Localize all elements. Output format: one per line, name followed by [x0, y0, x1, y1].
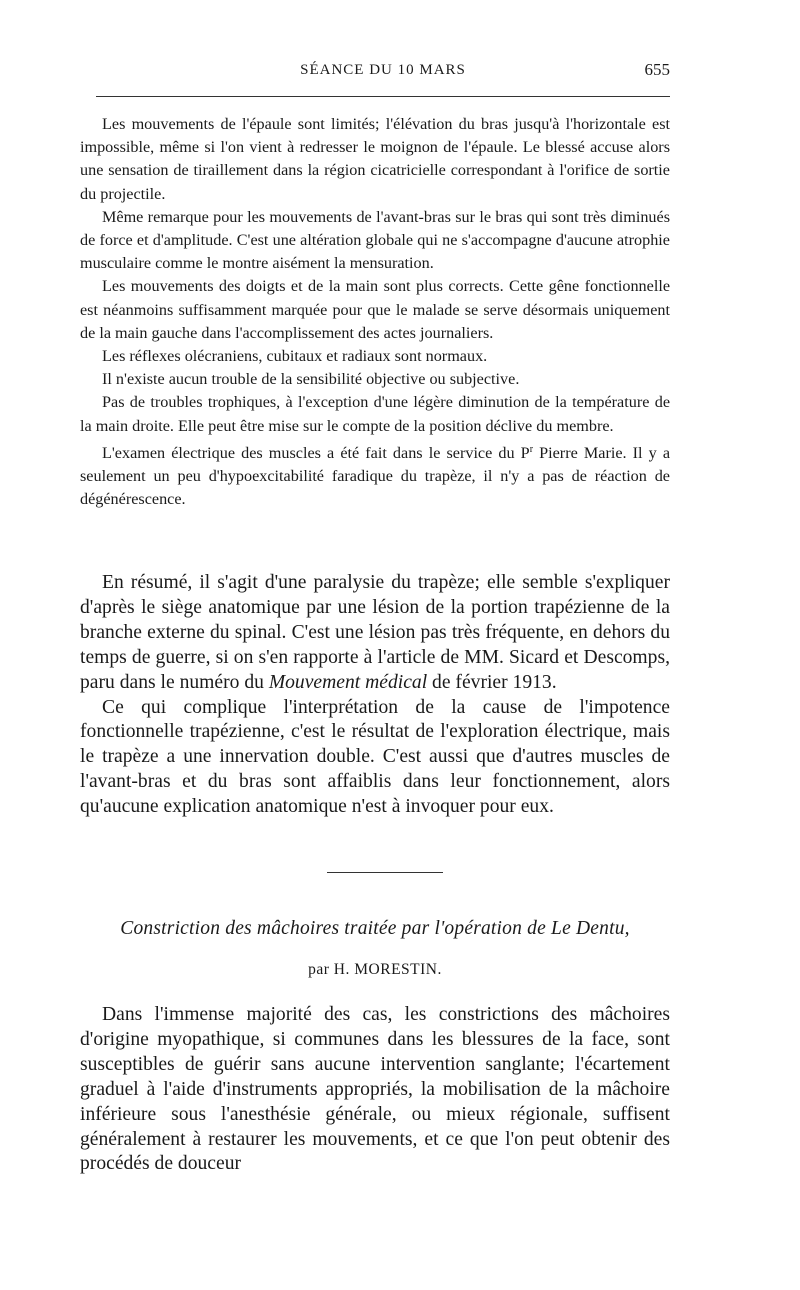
- running-head: [96, 56, 670, 86]
- page-number: 655: [644, 60, 670, 79]
- journal-title-italic: Mouvement médical: [268, 671, 428, 693]
- running-head-title: SÉANCE DU 10 MARS: [300, 62, 466, 78]
- paragraph-interpretation: Ce qui complique l'interprétation de la cause de l'impotence fonctionnelle trapézienne, c'est le résultat de l'exploration électrique, mais le trapèze a une innervation double. C'est aussi que d'autres muscles de l'avant-bras et du bras sont affaiblis dans leur fonctionnement, alors qu'aucune explication anatomique n'est à invoquer pour eux.: [80, 696, 670, 818]
- paragraph-forearm-movements: Même remarque pour les mouvements de l'avant-bras sur le bras qui sont très diminués de force et d'amplitude. C'est une altération globale qui ne s'accompagne d'aucune atrophie musculaire comme le montre aisément la mensuration.: [80, 207, 670, 273]
- electrical-exam-text-end: Pierre Marie. Il y a seulement un peu d'hypoexcitabilité faradique du trapèze, il n'y a pas de réaction de dégénérescence.: [80, 443, 671, 509]
- paragraph-reflexes: Les réflexes olécraniens, cubitaux et radiaux sont normaux.: [102, 347, 488, 366]
- case-report-section: [80, 113, 670, 511]
- summary-section: [80, 571, 670, 820]
- header-rule: [96, 96, 670, 97]
- section-separator: [327, 872, 443, 873]
- article-author: par H. MORESTIN.: [308, 961, 442, 978]
- article-body: [80, 1003, 670, 1177]
- paragraph-electrical-exam: [80, 438, 670, 512]
- professor-superscript: r: [529, 443, 534, 455]
- summary-text-start: En résumé, il s'agit d'une paralysie du trapèze; elle semble s'expliquer d'après le siège anatomique par une lésion de la portion trapézienne de la branche externe du spinal. C'est une lésion pas très fréquente, en dehors du temps de guerre, si on s'en rapporte à l'article de MM. Sicard et Descomps, paru dans le numéro du: [80, 572, 670, 693]
- article-title: Constriction des mâchoires traitée par l'opération de Le Dentu,: [120, 918, 630, 939]
- summary-text-end: de février 1913.: [427, 671, 557, 693]
- paragraph-shoulder-movements: Les mouvements de l'épaule sont limités; l'élévation du bras jusqu'à l'horizontale est impossible, même si l'on vient à redresser le moignon de l'épaule. Le blessé accuse alors une sensation de tiraillement dans la région cicatricielle correspondant à l'orifice de sortie du projectile.: [80, 115, 670, 203]
- paragraph-sensibility: Il n'existe aucun trouble de la sensibilité objective ou subjective.: [102, 370, 520, 389]
- paragraph-article-opening: Dans l'immense majorité des cas, les constrictions des mâchoires d'origine myopathique, si communes dans les blessures de la face, sont susceptibles de guérir sans aucune intervention sanglante; l'écartement graduel à l'aide d'instruments appropriés, la mobilisation de la mâchoire inférieure sous l'anesthésie générale, ou mieux régionale, suffisent généralement à restaurer les mouvements, et ce que l'on peut obtenir des procédés de douceur: [80, 1004, 670, 1175]
- paragraph-summary: [80, 571, 670, 696]
- paragraph-finger-movements: Les mouvements des doigts et de la main sont plus corrects. Cette gêne fonctionnelle est néanmoins suffisamment marquée pour que le malade se serve désormais uniquement de la main gauche dans l'accomplissement des actes journaliers.: [80, 277, 670, 342]
- electrical-exam-text-start: L'examen électrique des muscles a été fait dans le service du P: [102, 443, 530, 462]
- paragraph-trophic: Pas de troubles trophiques, à l'exception d'une légère diminution de la température de la main droite. Elle peut être mise sur le compte de la position déclive du membre.: [80, 393, 670, 435]
